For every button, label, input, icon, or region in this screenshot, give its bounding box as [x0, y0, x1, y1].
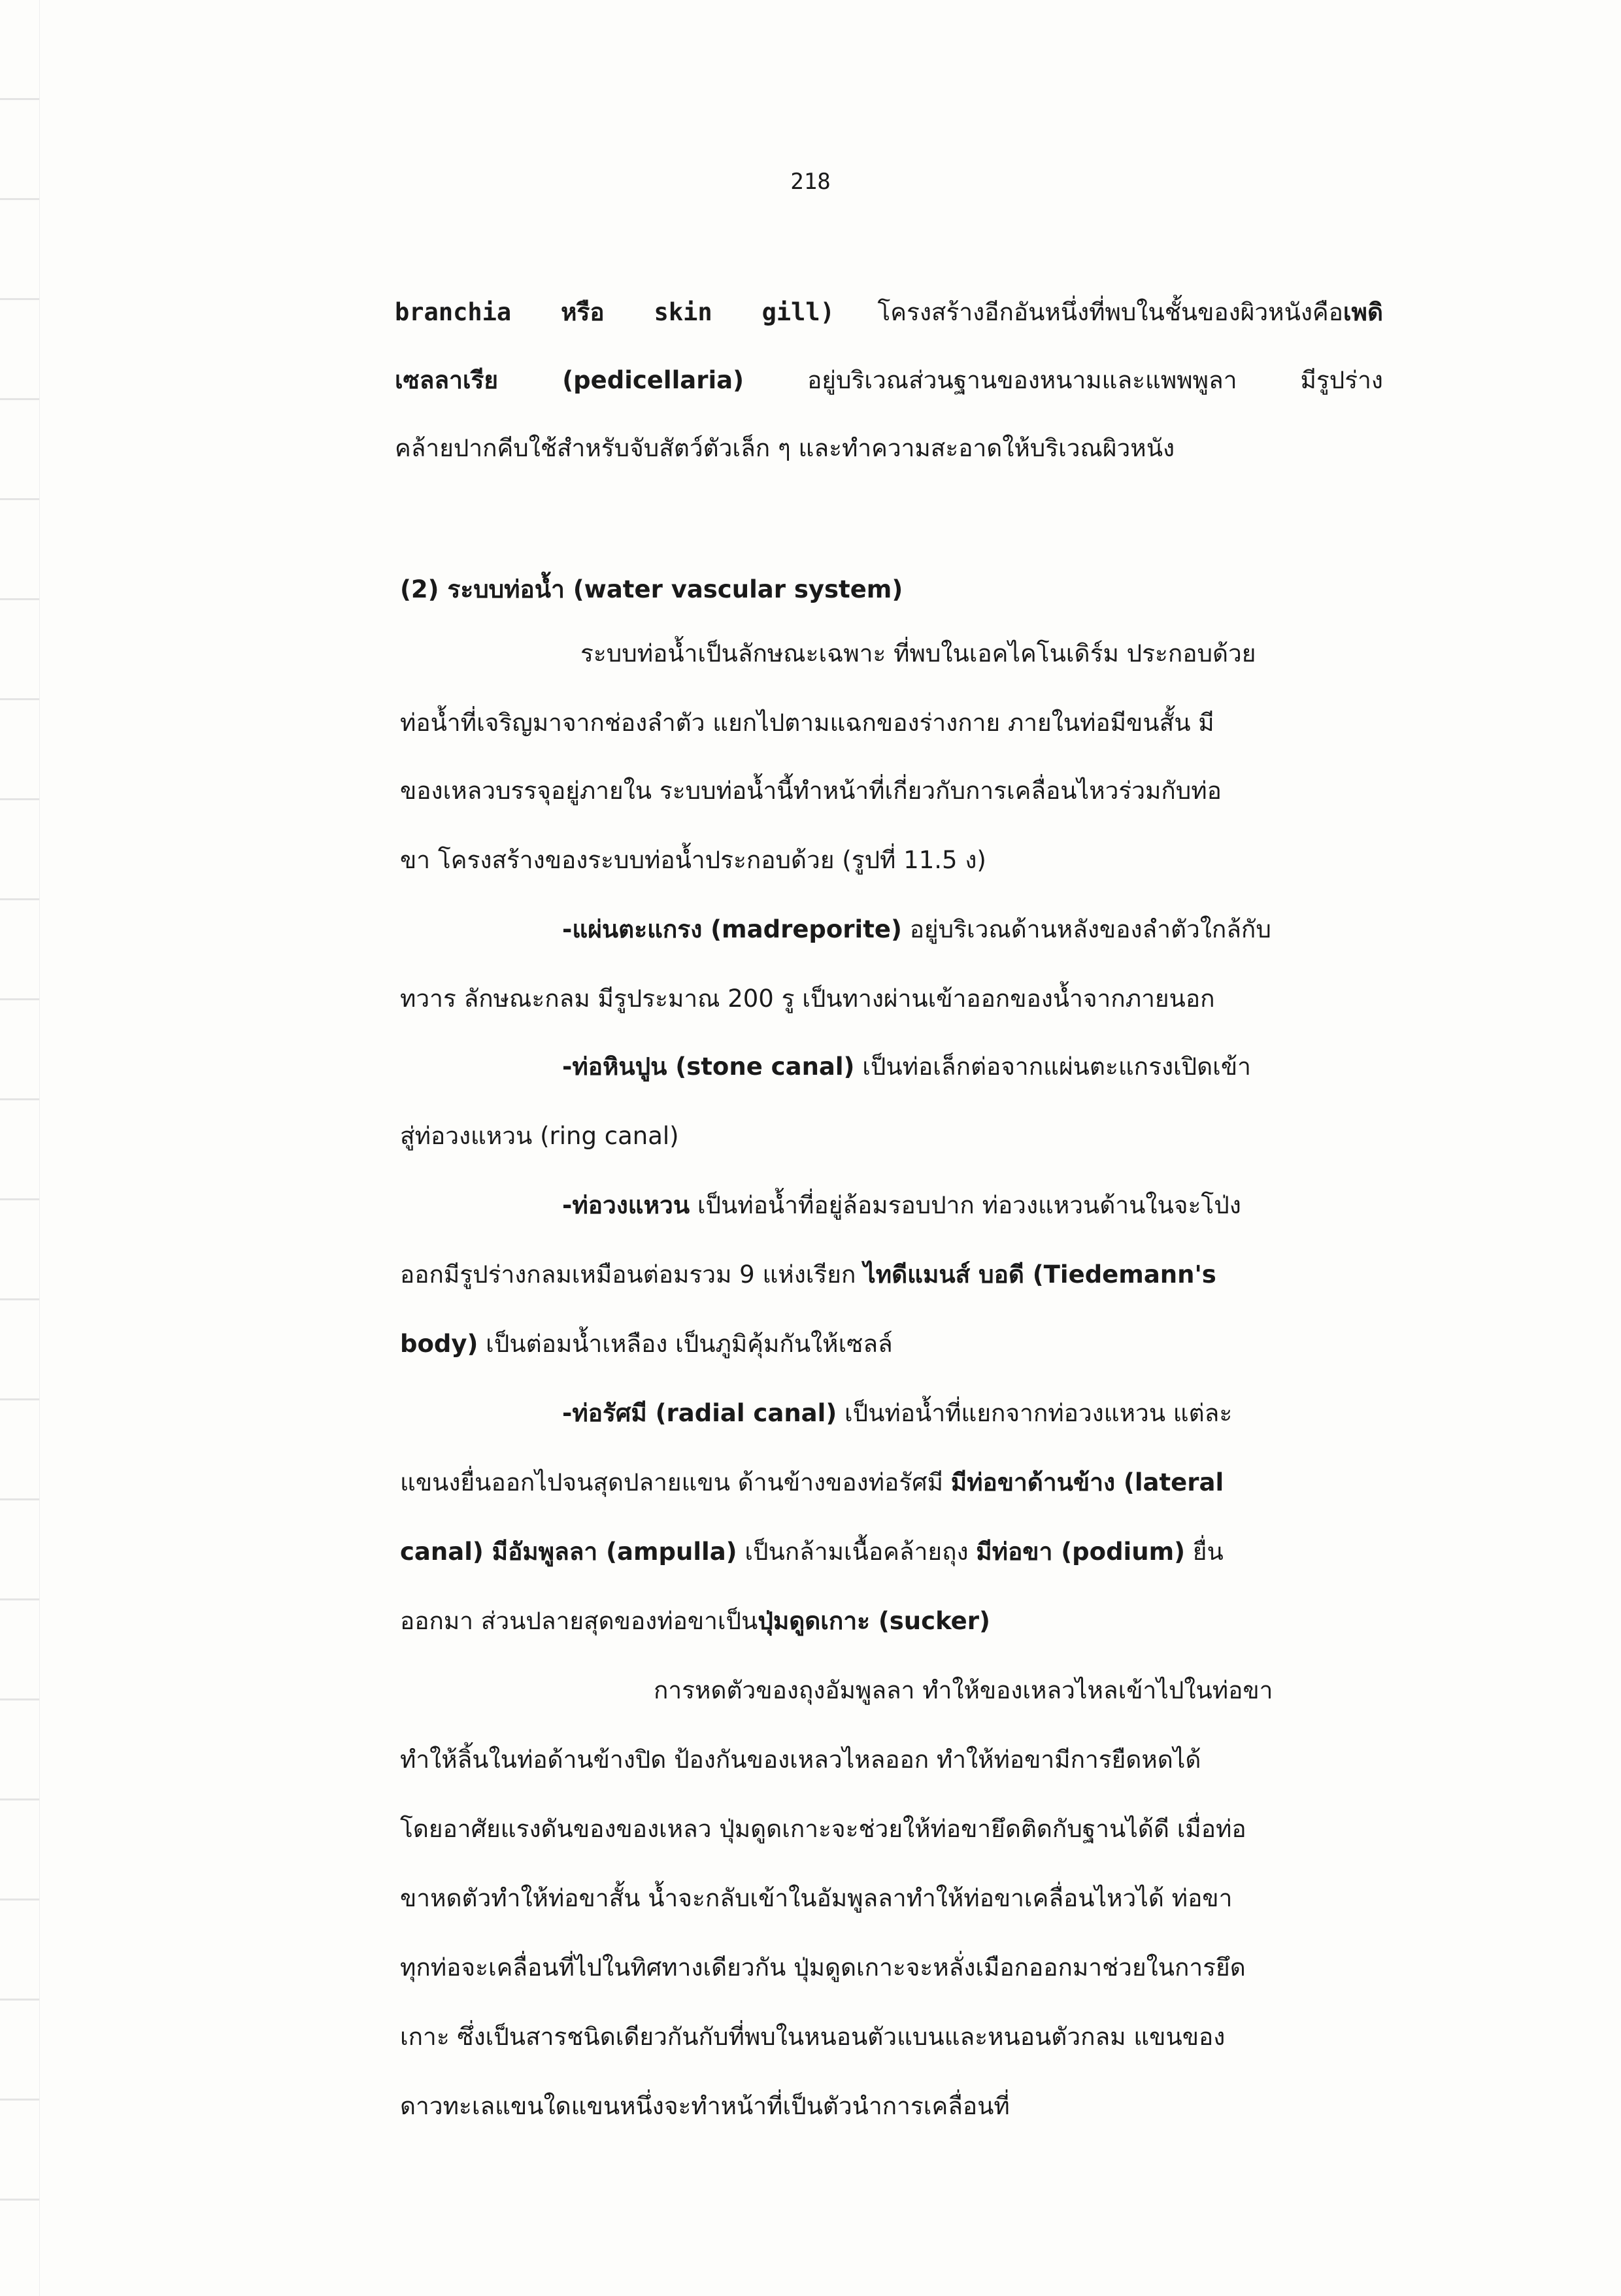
- bold-term: -ท่อวงแหวน: [562, 1191, 690, 1219]
- text-line: [395, 363, 1383, 397]
- text-line: ระบบท่อน้ำเป็นลักษณะเฉพาะ ที่พบในเอคไคโนเดิร์ม ประกอบด้วย: [580, 639, 1256, 667]
- text-line: ท่อน้ำที่เจริญมาจากช่องลำตัว แยกไปตามแฉกของร่างกาย ภายในท่อมีขนสั้น มี: [400, 709, 1214, 737]
- text-line: ทำให้ลิ้นในท่อด้านข้างปิด ป้องกันของเหลวไหลออก ทำให้ท่อขามีการยืดหดได้: [400, 1746, 1201, 1774]
- bold-term: -ท่อหินปูน (stone canal): [562, 1053, 855, 1081]
- text-line: ทวาร ลักษณะกลม มีรูประมาณ 200 รู เป็นทางผ่านเข้าออกของน้ำจากภายนอก: [400, 985, 1215, 1013]
- text-line: สู่ท่อวงแหวน (ring canal): [400, 1122, 679, 1150]
- text-line: การหดตัวของถุงอัมพูลลา ทำให้ของเหลวไหลเข้าไปในท่อขา: [654, 1676, 1273, 1704]
- text-line: ของเหลวบรรจุอยู่ภายใน ระบบท่อน้ำนี้ทำหน้าที่เกี่ยวกับการเคลื่อนไหวร่วมกับท่อ: [400, 777, 1222, 805]
- text-span: โครงสร้างอีกอันหนึ่งที่พบในชั้นของผิวหนังคือ: [834, 298, 1343, 326]
- binding-edge: [0, 0, 40, 2296]
- text-line: ขาหดตัวทำให้ท่อขาสั้น น้ำจะกลับเข้าในอัมพูลลาทำให้ท่อขาเคลื่อนไหวได้ ท่อขา: [400, 1884, 1233, 1912]
- bold-term: เซลลาเรีย (pedicellaria): [395, 366, 744, 394]
- text-span: อยู่บริเวณด้านหลังของลำตัวใกล้กับ: [901, 915, 1271, 943]
- text-line: คล้ายปากคีบใช้สำหรับจับสัตว์ตัวเล็ก ๆ และทำความสะอาดให้บริเวณผิวหนัง: [395, 434, 1175, 462]
- bold-term: มีท่อขาด้านข้าง (lateral: [950, 1468, 1224, 1496]
- text-line: [400, 1327, 893, 1361]
- text-span: แขนงยื่นออกไปจนสุดปลายแขน ด้านข้างของท่อรัศมี: [400, 1468, 951, 1496]
- bold-term: ปุ่มดูดเกาะ (sucker): [758, 1607, 990, 1635]
- text-line: [562, 1396, 1232, 1430]
- page-number: 218: [790, 169, 831, 195]
- section-heading: (2) ระบบท่อน้ำ (water vascular system): [400, 575, 903, 603]
- text-line: [562, 913, 1271, 947]
- text-line: ดาวทะเลแขนใดแขนหนึ่งจะทำหน้าที่เป็นตัวนำการเคลื่อนที่: [400, 2092, 1010, 2120]
- bold-term: canal) มีอัมพูลลา (ampulla): [400, 1538, 737, 1566]
- text-line: โดยอาศัยแรงดันของของเหลว ปุ่มดูดเกาะจะช่วยให้ท่อขายึดติดกับฐานได้ดี เมื่อท่อ: [400, 1815, 1246, 1843]
- bold-term: -ท่อรัศมี (radial canal): [562, 1399, 837, 1427]
- text-span: ออกมีรูปร่างกลมเหมือนต่อมรวม 9 แห่งเรียก: [400, 1260, 864, 1289]
- text-span: อยู่บริเวณส่วนฐานของหนามและแพพพูลา มีรูปร่าง: [744, 366, 1383, 394]
- text-line: [400, 1535, 1224, 1569]
- text-line: ขา โครงสร้างของระบบท่อน้ำประกอบด้วย (รูปที่ 11.5 ง): [400, 846, 986, 874]
- text-line: ทุกท่อจะเคลื่อนที่ไปในทิศทางเดียวกัน ปุ่มดูดเกาะจะหลั่งเมือกออกมาช่วยในการยึด: [400, 1953, 1246, 1982]
- text-line: [395, 295, 1383, 329]
- text-span: ยื่น: [1185, 1538, 1224, 1566]
- text-span: เป็นท่อน้ำที่แยกจากท่อวงแหวน แต่ละ: [837, 1399, 1233, 1427]
- text-line: เกาะ ซึ่งเป็นสารชนิดเดียวกันกับที่พบในหนอนตัวแบนและหนอนตัวกลม แขนของ: [400, 2023, 1226, 2051]
- text-span: ออกมา ส่วนปลายสุดของท่อขาเป็น: [400, 1607, 758, 1635]
- text-line: [400, 1466, 1224, 1500]
- text-line: [400, 1258, 1216, 1292]
- text-line: [562, 1189, 1241, 1223]
- text-span: เป็นท่อเล็กต่อจากแผ่นตะแกรงเปิดเข้า: [854, 1053, 1251, 1081]
- bold-term: branchia หรือ skin gill): [395, 298, 835, 326]
- text-span: เป็นท่อน้ำที่อยู่ล้อมรอบปาก ท่อวงแหวนด้านในจะโป่ง: [690, 1191, 1241, 1219]
- text-line: [400, 1604, 990, 1638]
- bold-term: เพดิ: [1343, 298, 1383, 326]
- bold-term: ไทดีแมนส์ บอดี (Tiedemann's: [863, 1260, 1216, 1289]
- bold-term: body): [400, 1330, 478, 1358]
- text-span: เป็นต่อมน้ำเหลือง เป็นภูมิคุ้มกันให้เซลล์: [478, 1330, 893, 1358]
- bold-term: -แผ่นตะแกรง (madreporite): [562, 915, 902, 943]
- bold-term: มีท่อขา (podium): [976, 1538, 1186, 1566]
- text-span: เป็นกล้ามเนื้อคล้ายถุง: [737, 1538, 977, 1566]
- text-line: [562, 1050, 1251, 1084]
